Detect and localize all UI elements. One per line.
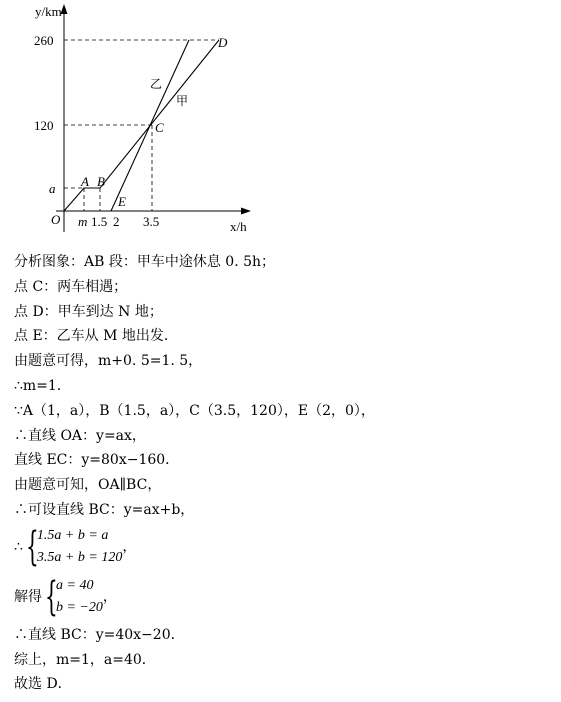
x-tick-2: 2 — [113, 214, 120, 229]
line-yi-label: 乙 — [150, 77, 163, 91]
y-axis-label: y/km — [35, 4, 62, 19]
system-1-eq2: 3.5a + b = 120 — [36, 549, 123, 565]
line-jia-label: 甲 — [176, 94, 189, 108]
y-tick-120: 120 — [34, 118, 54, 133]
solution-line-10: 由题意可知，OA∥BC， — [14, 477, 162, 494]
solution-text — [14, 250, 554, 697]
origin-label: O — [51, 212, 61, 227]
solution-line-4: 点 E：乙车从 M 地出发． — [14, 328, 178, 345]
solution-line-14: 故选 D． — [14, 676, 72, 693]
solution-line-2: 点 C：两车相遇； — [14, 278, 128, 295]
y-tick-260: 260 — [34, 33, 54, 48]
system-2-equations — [56, 575, 103, 619]
system-1-equations — [37, 525, 122, 569]
solution-line-7: ∵A（1，a），B（1.5，a），C（3.5，120），E（2，0）， — [14, 402, 375, 419]
system-2-suffix: ， — [102, 588, 117, 605]
solution-line-13: 综上，m=1，a=40． — [14, 651, 156, 668]
x-axis-arrow-icon — [241, 208, 251, 215]
point-c-label: C — [155, 120, 164, 135]
system-2-eq2: b = −20 — [56, 599, 103, 615]
solution-line-8: ∴直线 OA：y=ax， — [14, 427, 146, 444]
equation-system-1 — [14, 523, 554, 571]
x-axis-label: x/h — [230, 219, 247, 234]
system-2-eq1: a = 40 — [56, 577, 94, 593]
system-1-eq1: 1.5a + b = a — [36, 527, 109, 543]
solution-line-12: ∴直线 BC：y=40x−20． — [14, 626, 185, 643]
point-e-label: E — [118, 194, 126, 209]
x-tick-m: m — [78, 214, 88, 229]
yi-line — [111, 40, 189, 211]
distance-time-graph — [0, 0, 280, 248]
left-brace-icon: { — [25, 523, 39, 570]
system-1-prefix: ∴ — [14, 538, 23, 555]
point-b-label: B — [97, 174, 105, 189]
point-d-label: D — [218, 35, 228, 50]
solution-line-9: 直线 EC：y=80x−160． — [14, 452, 180, 469]
solution-line-11: ∴可设直线 BC：y=ax+b， — [14, 501, 195, 518]
solution-line-3: 点 D：甲车到达 N 地； — [14, 303, 163, 320]
point-a-label: A — [81, 174, 89, 189]
solution-line-5: 由题意可得，m+0. 5=1. 5， — [14, 353, 203, 370]
system-2-prefix: 解得 — [14, 588, 42, 605]
x-tick-1-5: 1.5 — [91, 214, 108, 229]
solution-line-6: ∴m=1． — [14, 377, 71, 394]
system-1-suffix: ， — [122, 538, 137, 555]
y-tick-a: a — [49, 181, 56, 196]
equation-system-2 — [14, 573, 554, 621]
solution-line-1: 分析图象：AB 段：甲车中途休息 0. 5h； — [14, 254, 276, 270]
left-brace-icon: { — [45, 573, 58, 620]
x-tick-3-5: 3.5 — [143, 214, 160, 229]
